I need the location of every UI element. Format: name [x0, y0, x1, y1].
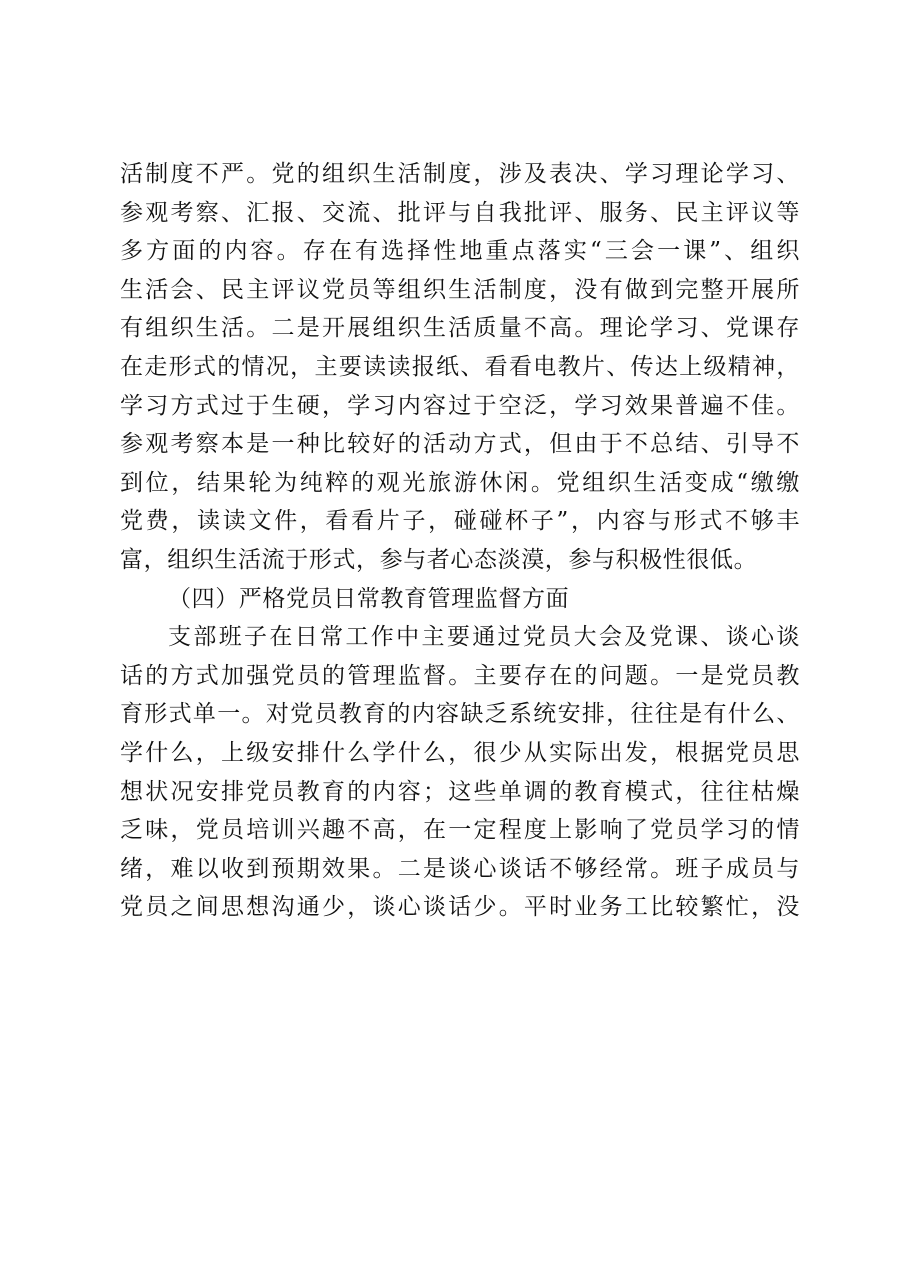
paragraph-line: 话的方式加强党员的管理监督。主要存在的问题。一是党员教 [120, 662, 800, 689]
paragraph-line: 学什么，上级安排什么学什么，很少从实际出发，根据党员思 [120, 739, 800, 766]
paragraph-line: 党费，读读文件，看看片子，碰碰杯子”，内容与形式不够丰 [120, 508, 800, 535]
paragraph-line: 到位，结果轮为纯粹的观光旅游休闲。党组织生活变成“缴缴 [120, 469, 800, 496]
paragraph-line: 生活会、民主评议党员等组织生活制度，没有做到完整开展所 [120, 276, 800, 303]
paragraph-line: 活制度不严。党的组织生活制度，涉及表决、学习理论学习、 [120, 161, 800, 187]
paragraph-line: 在走形式的情况，主要读读报纸、看看电教片、传达上级精神， [120, 353, 800, 380]
paragraph-line: 多方面的内容。存在有选择性地重点落实“三会一课”、组织 [120, 238, 800, 265]
paragraph-line: 绪，难以收到预期效果。二是谈心谈话不够经常。班子成员与 [120, 855, 800, 882]
paragraph-line: 富，组织生活流于形式，参与者心态淡漠，参与积极性很低。 [120, 546, 758, 573]
paragraph-line: 学习方式过于生硬，学习内容过于空泛，学习效果普遍不佳。 [120, 392, 800, 419]
paragraph-line: 支部班子在日常工作中主要通过党员大会及党课、谈心谈 [168, 624, 800, 651]
paragraph-line: 育形式单一。对党员教育的内容缺乏系统安排，往往是有什么、 [120, 701, 800, 728]
paragraph-line: 想状况安排党员教育的内容；这些单调的教育模式，往往枯燥 [120, 778, 800, 805]
body-text [120, 155, 800, 927]
paragraph-line: 参观考察、汇报、交流、批评与自我批评、服务、民主评议等 [120, 199, 800, 226]
paragraph-line: 乏味，党员培训兴趣不高，在一定程度上影响了党员学习的情 [120, 817, 800, 844]
section-heading: （四）严格党员日常教育管理监督方面 [168, 585, 570, 612]
paragraph-line: 党员之间思想沟通少，谈心谈话少。平时业务工比较繁忙，没 [120, 894, 800, 921]
paragraph-line: 参观考察本是一种比较好的活动方式，但由于不总结、引导不 [120, 431, 800, 458]
paragraph-line: 有组织生活。二是开展组织生活质量不高。理论学习、党课存 [120, 315, 800, 342]
